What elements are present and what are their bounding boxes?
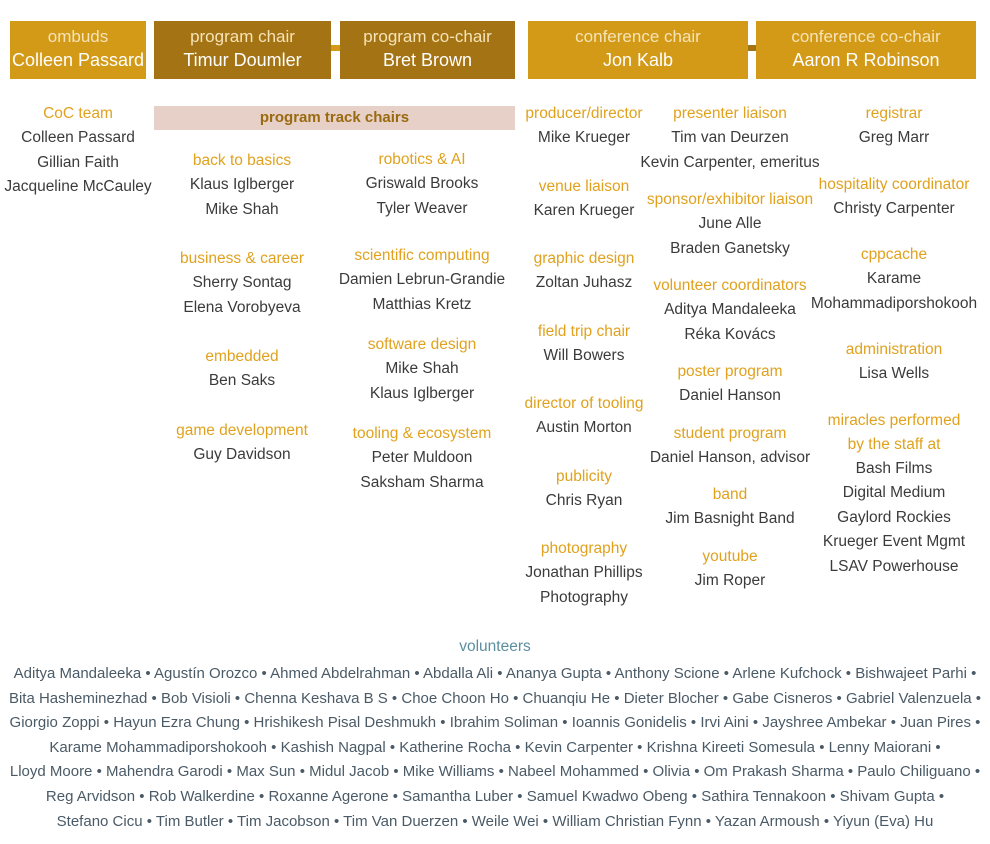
person-name: Braden Ganetsky [670, 239, 790, 257]
header-program-chair [154, 21, 331, 79]
volunteer-name: Ananya Gupta [505, 665, 602, 682]
group-title: photography [540, 540, 628, 557]
group-title: embedded [205, 348, 279, 365]
header-conference-co-chair [756, 21, 976, 79]
volunteer-name: Paulo Chiliguano [857, 763, 971, 781]
volunteer-name: Midul Jacob [309, 763, 390, 781]
person-name: Griswald Brooks [365, 175, 479, 192]
group-title: director of tooling [524, 395, 644, 412]
group-title: registrar [865, 105, 923, 122]
person-name: Greg Marr [858, 129, 930, 146]
volunteer-name: Shivam Gupta [839, 787, 935, 805]
person-name: Sherry Sontag [192, 274, 292, 291]
volunteer-name: Rob Walkerdine [148, 787, 255, 805]
volunteer-name: Katherine Rocha [399, 738, 512, 756]
group-title: cppcache [860, 246, 928, 263]
person-name: Will Bowers [543, 346, 625, 364]
person-name: Chris Ryan [545, 491, 623, 509]
person-name: Mike Shah [205, 200, 279, 218]
group-title: CoC team [43, 105, 113, 122]
person-name: Krueger Event Mgmt [822, 533, 966, 550]
volunteer-name: Tim Jacobson [237, 812, 330, 830]
role-group [794, 243, 990, 316]
volunteer-name: Sathira Tennakoon [701, 787, 827, 805]
group-title: youtube [702, 547, 758, 565]
volunteer-name: Ibrahim Soliman [449, 714, 559, 732]
person-name: Aditya Mandaleeka [664, 301, 796, 318]
volunteer-name: Lloyd Moore [9, 763, 93, 781]
group-title: volunteer coordinators [653, 277, 807, 294]
role-group [142, 419, 342, 468]
volunteer-name: Mahendra Garodi [106, 763, 223, 781]
volunteer-name: Juan Pires [900, 714, 972, 732]
person-name: Matthias Kretz [372, 295, 472, 313]
person-name: Lisa Wells [858, 365, 930, 382]
person-name: Jim Roper [694, 571, 766, 589]
person-name: Klaus Iglberger [189, 176, 295, 193]
group-title: software design [367, 336, 477, 353]
volunteer-name: Max Sun [236, 763, 296, 781]
volunteer-name: Stefano Cicu [56, 812, 143, 830]
group-title: tooling & ecosystem [352, 425, 492, 442]
volunteer-name: Hrishikesh Pisal Deshmukh [253, 714, 437, 732]
group-title: graphic design [533, 250, 635, 267]
person-name: Mohammadiporshokooh [810, 294, 978, 312]
role-group [794, 409, 990, 433]
group-title: administration [845, 341, 943, 358]
volunteer-name: Kevin Carpenter [524, 738, 634, 756]
person-name: Jacqueline McCauley [4, 178, 152, 195]
person-name: Karen Krueger [533, 201, 635, 219]
group-title: publicity [556, 467, 612, 485]
volunteer-name: Nabeel Mohammed [508, 763, 639, 781]
role-label: conference co-chair [791, 27, 941, 46]
person-name: Bash Films [855, 459, 933, 477]
volunteer-name: Chuanqiu He [522, 689, 611, 707]
group-title: miracles performed [827, 411, 961, 429]
role-label: program chair [190, 27, 295, 46]
person-name: June Alle [698, 215, 762, 232]
group-title: student program [673, 424, 787, 442]
role-group [142, 247, 342, 320]
volunteer-name: Yazan Armoush [714, 812, 820, 830]
volunteer-name: Mike Williams [402, 763, 495, 781]
conference-column-3 [794, 102, 990, 579]
group-title: game development [176, 421, 308, 439]
person-name: Elena Vorobyeva [183, 298, 301, 316]
group-title: back to basics [192, 152, 292, 169]
person-name: Ben Saks [208, 372, 276, 389]
role-label: conference chair [575, 27, 701, 46]
volunteer-name: Weile Wei [471, 812, 539, 830]
role-group [142, 149, 342, 222]
person-name: Daniel Hanson [679, 387, 781, 404]
group-title: robotics & AI [378, 151, 466, 168]
volunteer-name: Reg Arvidson [45, 787, 136, 805]
role-group [794, 173, 990, 222]
person-name: Mike Krueger [537, 129, 631, 146]
volunteer-name: Tim Van Duerzen [343, 812, 459, 830]
person-name: Gaylord Rockies [837, 508, 951, 526]
person-name: Saksham Sharma [360, 473, 484, 491]
person-name: Daniel Hanson, advisor [649, 448, 811, 466]
role-label: program co-chair [363, 27, 492, 46]
volunteer-name: Hayun Ezra Chung [113, 714, 240, 732]
person-name: Jon Kalb [602, 50, 674, 70]
volunteer-name: Samuel Kwadwo Obeng [526, 787, 688, 805]
person-name: Jim Basnight Band [665, 510, 795, 527]
header-conference-chair [528, 21, 748, 79]
volunteer-name: Agustín Orozco [154, 665, 258, 682]
header-connector [331, 45, 340, 51]
group-title: producer/director [525, 105, 643, 122]
group-title: sponsor/exhibitor liaison [646, 191, 814, 208]
person-name: Damien Lebrun-Grandie [338, 271, 506, 288]
volunteer-name: Tim Butler [155, 812, 224, 830]
volunteer-name: Giorgio Zoppi [9, 714, 100, 732]
volunteer-name: Chenna Keshava B S [244, 689, 388, 707]
person-name: Austin Morton [536, 419, 632, 436]
role-group [794, 433, 990, 580]
group-title: band [712, 486, 748, 503]
volunteer-name: Choe Choon Ho [401, 689, 509, 707]
group-title: by the staff at [847, 435, 941, 453]
header-ombuds [10, 21, 146, 79]
volunteer-name: Om Prakash Sharma [703, 763, 844, 781]
group-title: poster program [677, 363, 783, 380]
volunteer-name: Bishwajeet Parhi [855, 665, 967, 682]
person-name: Tim van Deurzen [671, 129, 789, 146]
volunteer-name: Ahmed Abdelrahman [270, 665, 411, 682]
group-title: scientific computing [354, 247, 490, 264]
person-name: Peter Muldoon [371, 449, 473, 466]
person-name: Zoltan Juhasz [535, 274, 633, 291]
volunteer-name: Dieter Blocher [623, 689, 719, 707]
volunteer-name: Samantha Luber [402, 787, 514, 805]
volunteer-name: Yiyun (Eva) Hu [833, 812, 934, 830]
group-title: field trip chair [537, 322, 631, 340]
volunteer-name: Kashish Nagpal [280, 738, 386, 756]
volunteer-name: Olivia [652, 763, 691, 781]
volunteer-name: Bob Visioli [160, 689, 231, 707]
person-name: Colleen Passard [21, 129, 135, 146]
person-name: Bret Brown [382, 50, 473, 70]
volunteers-list: Aditya Mandaleeka • Agustín Orozco • Ahmed Abdelrahman • Abdalla Ali • Ananya Gupta • Anthony Scione • Arlene Kufchock • Bishwajeet Parhi • Bita Hasheminezhad • Bob Visioli • Chenna Keshava B S • Choe Choon Ho • Chuanqiu He • Dieter Blocher • Gabe Cisneros • Gabriel Valenzuela • Giorgio Zoppi • Hayun Ezra Chung • Hrishikesh Pisal Deshmukh • Ibrahim Soliman • Ioannis Gonidelis • Irvi Aini • Jayshree Ambekar • Juan Pires • Karame Mohammadiporshokooh • Kashish Nagpal • Katherine Rocha • Kevin Carpenter • Krishna Kireeti Somesula • Lenny Maiorani • Lloyd Moore • Mahendra Garodi • Max Sun • Midul Jacob • Mike Williams • Nabeel Mohammed • Olivia • Om Prakash Sharma • Paulo Chiliguano • Reg Arvidson • Rob Walkerdine • Roxanne Agerone • Samantha Luber • Samuel Kwadwo Obeng • Sathira Tennakoon • Shivam Gupta • Stefano Cicu • Tim Butler • Tim Jacobson • Tim Van Duerzen • Weile Wei • William Christian Fynn • Yazan Armoush • Yiyun (Eva) Hu [8, 665, 982, 830]
person-name: LSAV Powerhouse [829, 557, 959, 575]
person-name: Colleen Passard [11, 50, 145, 70]
volunteer-name: William Christian Fynn [552, 812, 702, 830]
header-program-co-chair [340, 21, 515, 79]
volunteer-name: Anthony Scione [614, 665, 720, 682]
role-group [794, 338, 990, 387]
person-name: Jonathan Phillips [525, 564, 643, 581]
volunteer-name: Karame Mohammadiporshokooh [49, 738, 267, 756]
volunteer-name: Arlene Kufchock [732, 665, 842, 682]
header-connector [748, 45, 756, 51]
group-title: presenter liaison [673, 105, 787, 122]
person-name: Christy Carpenter [833, 199, 955, 217]
volunteers-title: volunteers [459, 638, 531, 655]
volunteer-name: Ioannis Gonidelis [571, 714, 687, 732]
person-name: Kevin Carpenter, emeritus [640, 153, 820, 171]
person-name: Klaus Iglberger [369, 384, 475, 402]
person-name: Timur Doumler [183, 50, 302, 70]
volunteer-name: Bita Hasheminezhad [8, 689, 148, 707]
person-name: Gillian Faith [37, 153, 119, 171]
group-title: business & career [179, 250, 305, 267]
person-name: Mike Shah [385, 360, 459, 377]
volunteer-name: Irvi Aini [700, 714, 749, 732]
volunteer-name: Roxanne Agerone [268, 787, 389, 805]
role-group [794, 102, 990, 151]
group-title: hospitality coordinator [818, 175, 970, 193]
person-name: Aaron R Robinson [792, 50, 940, 70]
role-group [142, 345, 342, 394]
group-title: venue liaison [538, 177, 630, 195]
volunteer-name: Lenny Maiorani [828, 738, 932, 756]
volunteer-name: Gabe Cisneros [732, 689, 833, 707]
person-name: Karame [866, 270, 922, 287]
person-name: Guy Davidson [193, 445, 291, 463]
tracks-left-column [142, 149, 342, 467]
volunteer-name: Krishna Kireeti Somesula [646, 738, 816, 756]
volunteer-name: Jayshree Ambekar [762, 714, 887, 732]
volunteer-name: Gabriel Valenzuela [845, 689, 972, 707]
volunteer-name: Aditya Mandaleeka [13, 665, 142, 682]
role-label: ombuds [47, 27, 109, 46]
volunteer-name: Abdalla Ali [423, 665, 494, 682]
program-track-chairs-banner: program track chairs [154, 106, 515, 130]
person-name: Réka Kovács [684, 325, 776, 343]
person-name: Digital Medium [842, 484, 946, 501]
person-name: Photography [540, 588, 628, 606]
person-name: Tyler Weaver [376, 199, 468, 217]
